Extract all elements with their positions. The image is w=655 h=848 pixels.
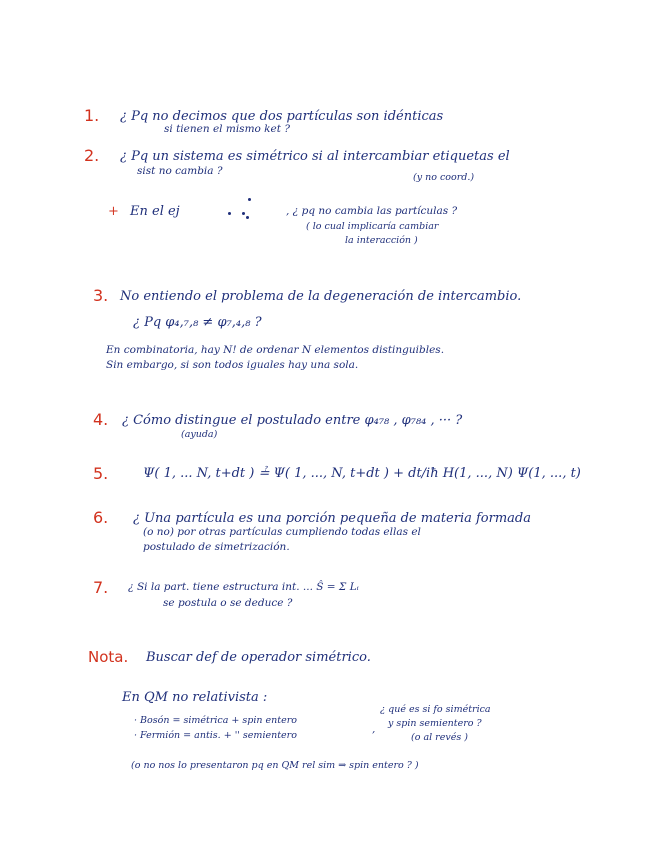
item-1-number: 1. [84,106,100,125]
note-text: Buscar def de operador simétrico. [146,650,371,665]
item-8-comma: , [372,723,376,735]
item-8-question-3: (o al revés ) [411,732,468,743]
item-1-line-2: si tienen el mismo ket ? [164,123,290,135]
item-4-number: 4. [93,410,109,429]
note-label: Nota. [88,648,129,666]
item-4-line-2: (ayuda) [181,429,218,440]
item-1-line-1: ¿ Pq no decimos que dos partículas son idénticas [120,109,444,124]
item-6-line-1: ¿ Una partícula es una porción pequeña de materia formada [133,511,531,526]
item-3-number: 3. [93,286,109,305]
item-7-line-2: se postula o se deduce ? [163,597,293,609]
item-3-line-4: Sin embargo, si son todos iguales hay una sola. [106,359,359,371]
item-8-fermion: · Fermión = antis. + '' semientero [134,730,297,741]
item-2b-line-2: , ¿ pq no cambia las partículas ? [286,205,458,217]
item-5-equation: Ψ( 1, ... N, t+dt ) ≟ Ψ( 1, ..., N, t+dt ) + dt/iħ H(1, ..., N) Ψ(1, ..., t) [143,466,581,481]
item-2-line-2: sist no cambia ? [137,165,223,177]
item-3-line-3: En combinatoria, hay N! de ordenar N elementos distinguibles. [106,344,445,356]
item-2b-line-1: En el ej [130,204,180,219]
item-6-line-2: (o no) por otras partículas cumpliendo todas ellas el [143,526,421,538]
item-3-line-2: ¿ Pq φ₄,₇,₈ ≠ φ₇,₄,₈ ? [133,315,262,330]
item-6-number: 6. [93,508,109,527]
item-2b-line-4: la interacción ) [345,235,418,246]
item-3-line-1: No entiendo el problema de la degeneración de intercambio. [120,289,522,304]
item-8-boson: · Bosón = simétrica + spin entero [134,715,297,726]
item-2-line-1: ¿ Pq un sistema es simétrico si al intercambiar etiquetas el [120,149,510,164]
item-5-number: 5. [93,464,109,483]
item-8-last-line: (o no nos lo presentaron pq en QM rel sim ⇒ spin entero ? ) [131,760,419,771]
item-2-line-3: (y no coord.) [413,172,475,183]
item-7-line-1: ¿ Si la part. tiene estructura int. ... Ŝ = Σ Lᵢ [128,581,359,593]
item-7-number: 7. [93,578,109,597]
item-8-question-2: y spin semientero ? [388,718,482,729]
item-8-question-1: ¿ qué es si fo simétrica [380,704,491,715]
item-2b-line-3: ( lo cual implicaría cambiar [306,221,439,232]
item-8-line-1: En QM no relativista : [122,690,268,705]
item-2b-bullet: + [108,204,119,219]
item-2-number: 2. [84,146,100,165]
item-6-line-3: postulado de simetrización. [143,541,290,553]
item-4-line-1: ¿ Cómo distingue el postulado entre φ₄₇₈ , φ₇₈₄ , ··· ? [122,413,463,428]
